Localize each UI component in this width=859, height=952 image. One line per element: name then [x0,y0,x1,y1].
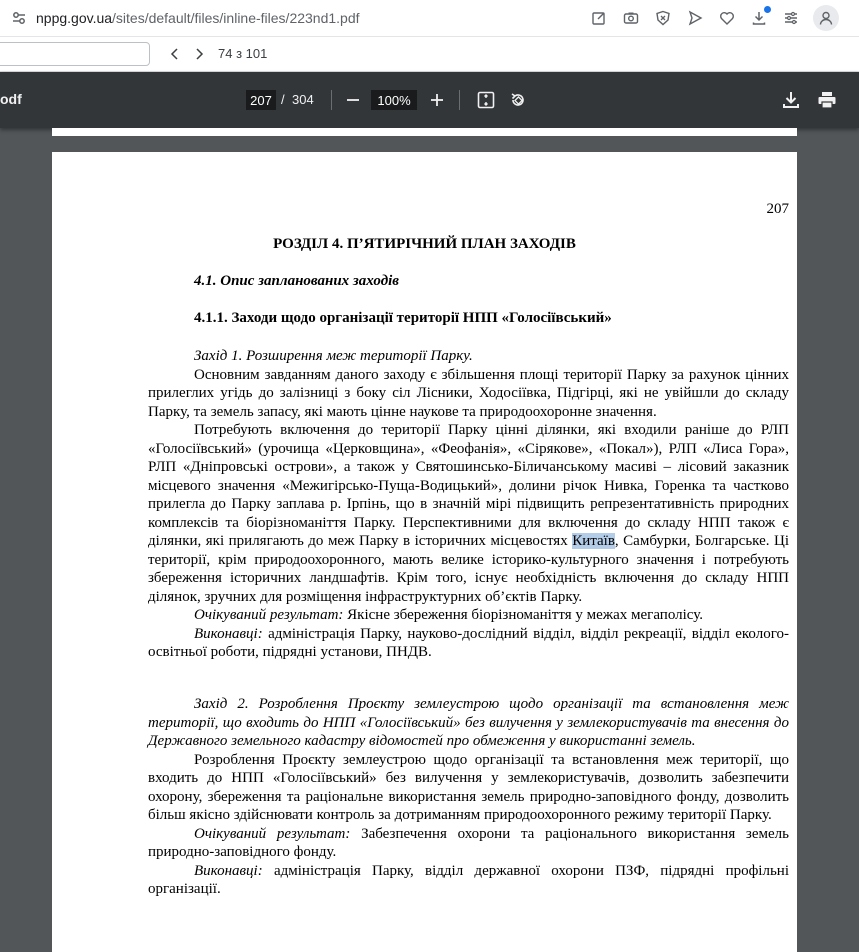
heart-icon[interactable] [717,8,737,28]
page-number: 207 [766,201,789,217]
previous-page-edge [52,128,797,136]
url-text[interactable] [36,10,360,26]
executors-label: Виконавці: [194,862,263,879]
fit-page-icon[interactable] [474,88,498,112]
chevron-left-icon[interactable] [166,45,184,63]
profile-avatar[interactable] [813,5,839,31]
find-input[interactable] [0,42,150,66]
measure-1-para-2 [148,421,789,606]
pdf-toolbar [0,72,859,128]
print-icon[interactable] [815,88,839,112]
toolbar-divider [331,90,332,110]
para-2-text-after: , Самбурки, Болгарське. Ці території, крім природоохоронного, мають велике історико-культурного значення і потребують збереження історичних ландшафтів. Крім того, існує необхідність включення до складу НПП ділянок, зручних для розміщення інфраструктурних об’єктів Парку. [148,533,789,605]
para-2-text-before: Потребують включення до території Парку цінні ділянки, які входили раніше до РЛП «Голосіївський» (урочища «Церковщина», «Феофанія», «Сірякове», «Покал»), РЛП «Лиса Гора», РЛП «Дніпровські острови», а також у Святошинсько-Біличанському масиві – лісовий заказник місцевого значення «Межигірсько-Пуща-Водицький», долини річок Нивка, Горенка та частково прилегла до Парку заплава р. Ірпінь, що в значній мірі підвищить репрезентативність природних комплексів та біорізноманіття Парку. Перспективними для включення до складу НПП також є ділянки, які прилягають до меж Парку в історичних місцевостях [148,422,789,549]
measure-2-block [148,695,789,899]
subsection-heading: 4.1. Опис запланованих заходів [194,273,400,289]
camera-icon[interactable] [621,8,641,28]
subsubsection-heading: 4.1.1. Заходи щодо організації території НПП «Голосіївський» [194,310,612,326]
measure-1-title: Захід 1. Розширення меж території Парку. [194,348,473,364]
url-path: /sites/default/files/inline-files/223nd1.pdf [112,10,360,26]
measure-2-result [148,825,789,862]
zoom-in-icon[interactable] [425,88,449,112]
result-label: Очікуваний результат: [194,607,344,623]
section-title: РОЗДІЛ 4. П’ЯТИРІЧНИЙ ПЛАН ЗАХОДІВ [273,236,576,252]
zoom-out-icon[interactable] [341,88,365,112]
executors-text: адміністрація Парку, науково-дослідний відділ, відділ рекреації, відділ еколого-освітньої роботи, підрядні установи, ПНДВ. [148,625,789,660]
url-domain: nppg.gov.ua [36,10,113,26]
page-total: 304 [292,92,314,107]
measure-2-para-1: Розроблення Проєкту землеустрою щодо організації та встановлення меж території, що входить до НПП «Голосіївський» без вилучення у землекористувачів, дозволить забезпечити охорону, збереження та раціональне використання земель природно-заповідного фонду, дозволить більш якісно здійснювати контроль за дотриманням природоохоронного режиму території Парку. [148,751,789,823]
measure-2-title: Захід 2. Розроблення Проєкту землеустрою щодо організації та встановлення меж території, що входить до НПП «Голосіївський» без вилучення у землекористувачів та внесення до Державного земельного кадастру відомостей про обмеження у використанні земель. [148,696,789,749]
send-icon[interactable] [685,8,705,28]
measure-1-para-1: Основним завданням даного заходу є збільшення площі території Парку за рахунок цінних прилеглих угідь до залізниці з боку сіл Лісники, Ходосіївка, Підгірці, які не увійшли до складу Парку, та земель запасу, які мають цінне наукове та природоохоронне значення. [148,366,789,420]
page-separator: / [281,92,285,107]
edit-icon[interactable] [589,8,609,28]
measure-1-executors [148,625,789,662]
downloads-icon[interactable] [749,8,769,28]
pdf-page [52,152,797,952]
result-text: Якісне збереження біорізноманіття у межах мегаполісу. [343,607,703,623]
site-info-icon[interactable] [10,9,28,27]
rotate-icon[interactable] [506,88,530,112]
measure-2-executors [148,862,789,899]
toolbar-divider [459,90,460,110]
page-number-input[interactable]: 207 [246,90,276,110]
shield-icon[interactable] [653,8,673,28]
download-icon[interactable] [779,88,803,112]
executors-text: адміністрація Парку, відділ державної охорони ПЗФ, підрядні профільні організації. [148,862,789,897]
measure-1-block [148,347,789,662]
measure-1-result [148,606,789,625]
zoom-input[interactable]: 100% [371,90,417,110]
pdf-title: odf [0,91,22,107]
address-bar[interactable] [0,0,859,36]
result-text: Забезпечення охорони та раціонального використання земель природно-заповідного фонду. [148,825,789,860]
find-match-count: 74 з 101 [218,46,268,61]
result-label: Очікуваний результат: [194,825,351,842]
find-bar [0,36,859,72]
menu-lines-icon[interactable] [781,8,801,28]
download-indicator [764,6,771,13]
chevron-right-icon[interactable] [190,45,208,63]
search-highlight: Китаїв [572,533,615,549]
executors-label: Виконавці: [194,625,263,642]
